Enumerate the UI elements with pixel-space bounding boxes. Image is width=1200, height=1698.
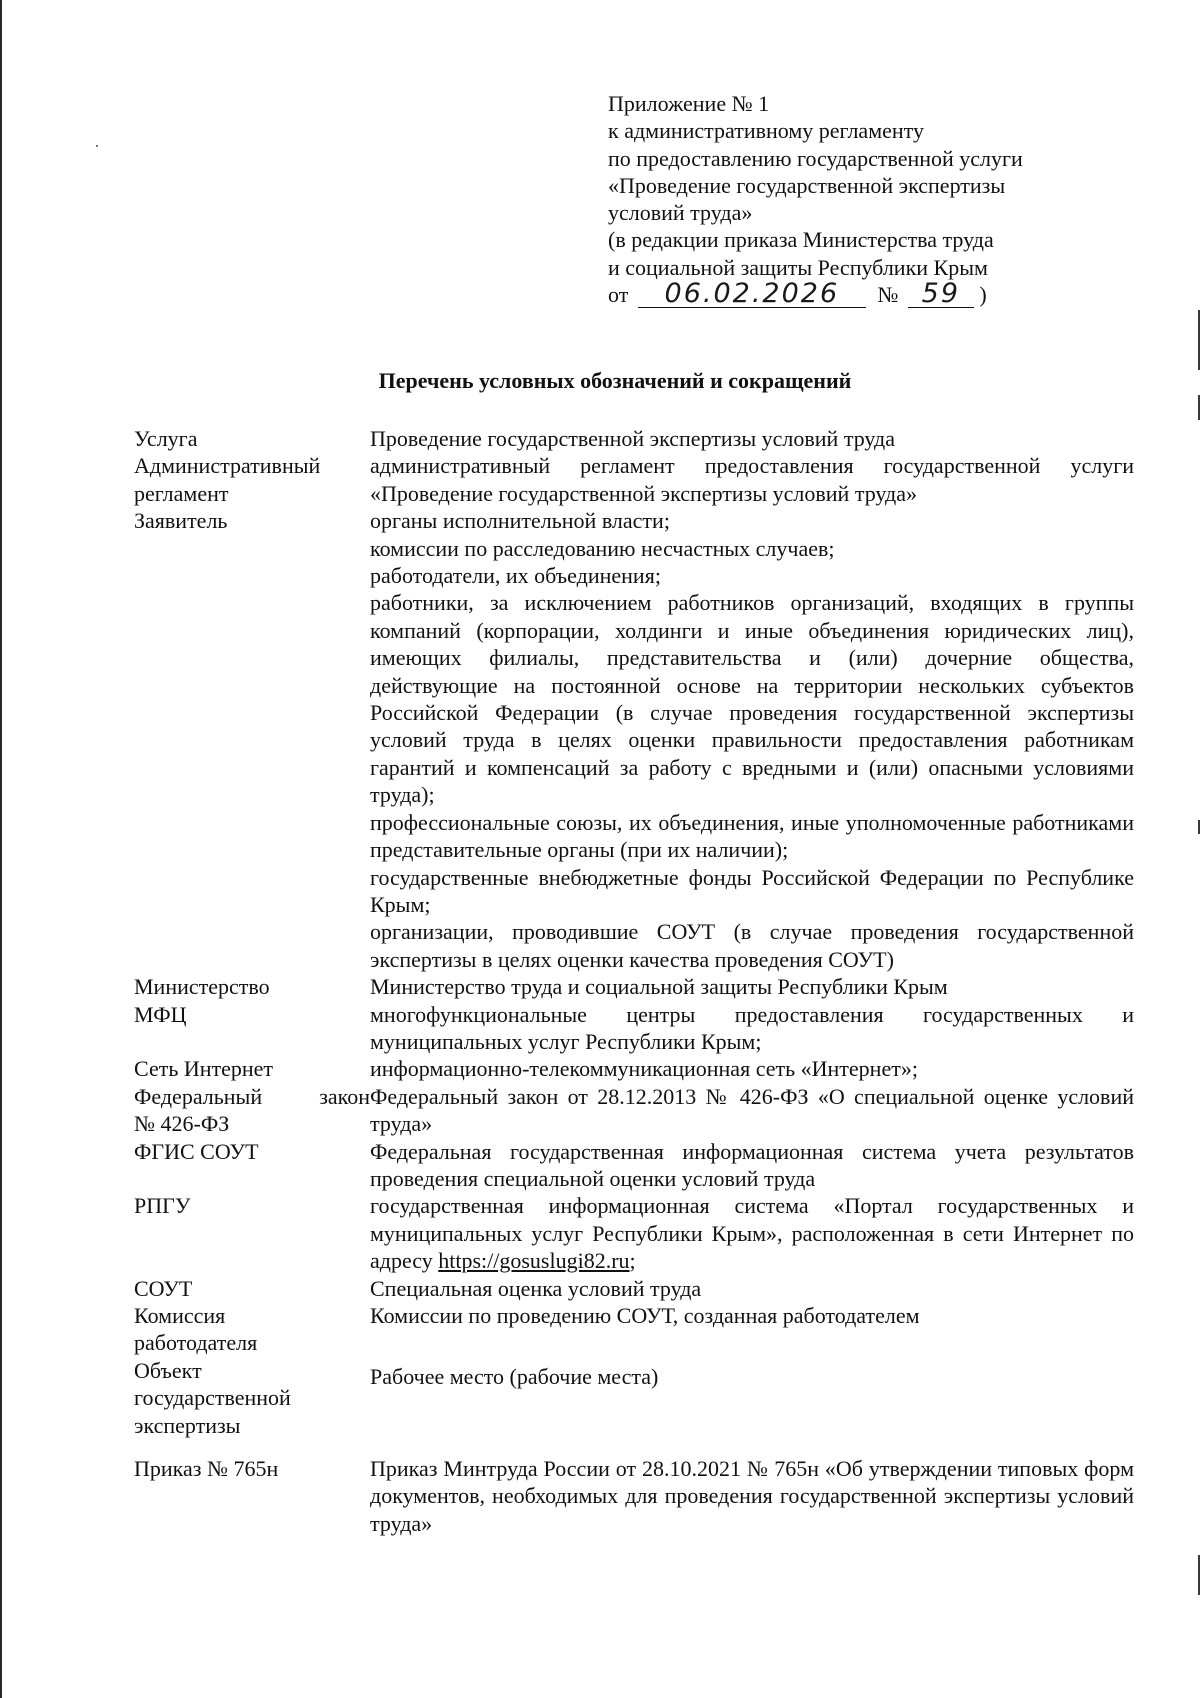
definition [370,1055,1134,1082]
term [134,425,370,452]
number-prefix: № [877,282,899,308]
definition-row [134,1138,1134,1193]
term [134,1055,370,1082]
portal-link[interactable]: https://gosuslugi82.ru [438,1248,630,1274]
order-date-line [608,278,1108,310]
term [134,1455,370,1537]
header-line: и социальной защиты Республики Крым [608,254,988,280]
definition-text: Министерство труда и социальной защиты Республики Крым [370,974,948,1000]
term-line: СОУТ [134,1275,193,1301]
term [134,1192,370,1274]
definition-text: Комиссии по проведению СОУТ, созданная работодателем [370,1303,920,1328]
handwritten-number: 59 [921,278,960,310]
date-field [638,278,866,310]
definition-text: организации, проводившие СОУТ (в случае проведения государственной экспертизы в целях оценки качества проведения СОУТ) [370,919,1134,972]
approval-header [608,90,1108,309]
definition-row [134,1083,1134,1138]
date-prefix: от [608,282,629,308]
definition-text: Приказ Минтруда России от 28.10.2021 № 765н «Об утверждении типовых форм документов, необходимых для проведения государственной экспертизы условий труда» [370,1456,1134,1536]
definition-row [134,973,1134,1000]
term [134,507,370,973]
header-line: по предоставлению государственной услуги [608,145,1023,171]
term [134,452,370,507]
header-line: Приложение № 1 [608,91,770,116]
definition-row [134,1275,1134,1302]
term-line: Административный [134,453,321,479]
definition-text: работодатели, их объединения; [370,563,661,589]
term-line: РПГУ [134,1193,191,1219]
term-line: Объект [134,1357,202,1383]
document-title: Перечень условных обозначений и сокращений [378,368,852,393]
term-line: регламент [134,480,229,506]
definition [370,1302,1134,1357]
definition-text: комиссии по расследованию несчастных случаев; [370,535,835,561]
term [134,1138,370,1193]
term-line: № 426-ФЗ [134,1111,230,1137]
header-line: (в редакции приказа Министерства труда [608,227,994,253]
definition [370,1455,1134,1537]
definition [370,1357,1134,1439]
term-line: экспертизы [134,1412,241,1438]
definition-text: государственная информационная система «Портал государственных и муниципальных услуг Республики Крым», расположенная в сети Интернет по адресу [370,1193,1134,1274]
definition-row [134,1357,1134,1439]
term-line: МФЦ [134,1001,187,1027]
definition-row [134,425,1134,452]
definition [370,425,1134,452]
definition-row [134,1192,1134,1274]
handwritten-date: 06.02.2026 [664,278,840,310]
definitions-table [134,425,1134,1537]
term [134,1275,370,1302]
term [134,1083,370,1138]
number-field [908,278,974,310]
term-line: Заявитель [134,508,228,534]
term-line: работодателя [134,1330,258,1356]
header-line: «Проведение государственной экспертизы [608,172,1006,198]
definition [370,1275,1134,1302]
closing-paren: ) [979,282,987,308]
term [134,1302,370,1357]
definition-text: Рабочее место (рабочие места) [370,1363,659,1389]
header-line: условий труда» [608,200,753,226]
definition-row [134,1055,1134,1082]
definition-text: органы исполнительной власти; [370,508,670,534]
term-line: Федеральный закон [134,1083,370,1109]
scan-speck [96,145,98,147]
definition-text: Специальная оценка условий труда [370,1275,702,1301]
definition [370,1138,1134,1193]
definition [370,973,1134,1000]
definition-row [134,452,1134,507]
definition [370,1192,1134,1274]
header-line: к административному регламенту [608,118,924,144]
definition [370,507,1134,973]
definition-text: Проведение государственной экспертизы условий труда [370,426,895,451]
definition-text: государственные внебюджетные фонды Российской Федерации по Республике Крым; [370,864,1134,917]
definition-text: Федеральная государственная информационная система учета результатов проведения специальной оценки условий труда [370,1138,1134,1191]
definition-text-with-link [370,1192,1134,1274]
definition-text: профессиональные союзы, их объединения, иные уполномоченные работниками представительные органы (при их наличии); [370,809,1134,863]
definition-row [134,1001,1134,1056]
document-title-wrap [0,368,1200,394]
definition [370,452,1134,507]
term [134,1001,370,1056]
scan-left-edge [0,0,2,1698]
definition-row [134,1455,1134,1537]
definition-text: Федеральный закон от 28.12.2013 № 426-ФЗ «О специальной оценке условий труда» [370,1083,1134,1137]
term-line: Министерство [134,974,270,1000]
definition [370,1001,1134,1056]
term-line: Сеть Интернет [134,1056,274,1082]
term-line: Приказ № 765н [134,1456,279,1482]
term-line: Комиссия [134,1303,226,1328]
definition-text: административный регламент предоставления государственной услуги «Проведение государственной экспертизы условий труда» [370,453,1134,506]
definition [370,1083,1134,1138]
term-line: Услуга [134,426,198,451]
term-line: государственной [134,1385,291,1411]
term [134,973,370,1000]
definition-text: работники, за исключением работников организаций, входящих в группы компаний (корпорации, холдинги и иные объединения юридических лиц), имеющих филиалы, представительства и (или) дочерние общества, действующие на постоянной основе на территории нескольких субъектов Российской Федерации (в случае проведения государственной экспертизы условий труда в целях оценки правильности предоставления работникам гарантий и компенсаций за работу с вредными и (или) опасными условиями труда); [370,590,1134,808]
definition-text: информационно-телекоммуникационная сеть «Интернет»; [370,1056,918,1082]
link-suffix: ; [629,1248,636,1274]
definition-row [134,507,1134,973]
term [134,1357,370,1439]
term-line: ФГИС СОУТ [134,1138,259,1164]
definition-row [134,1302,1134,1357]
definition-text: многофункциональные центры предоставления государственных и муниципальных услуг Республики Крым; [370,1001,1134,1054]
